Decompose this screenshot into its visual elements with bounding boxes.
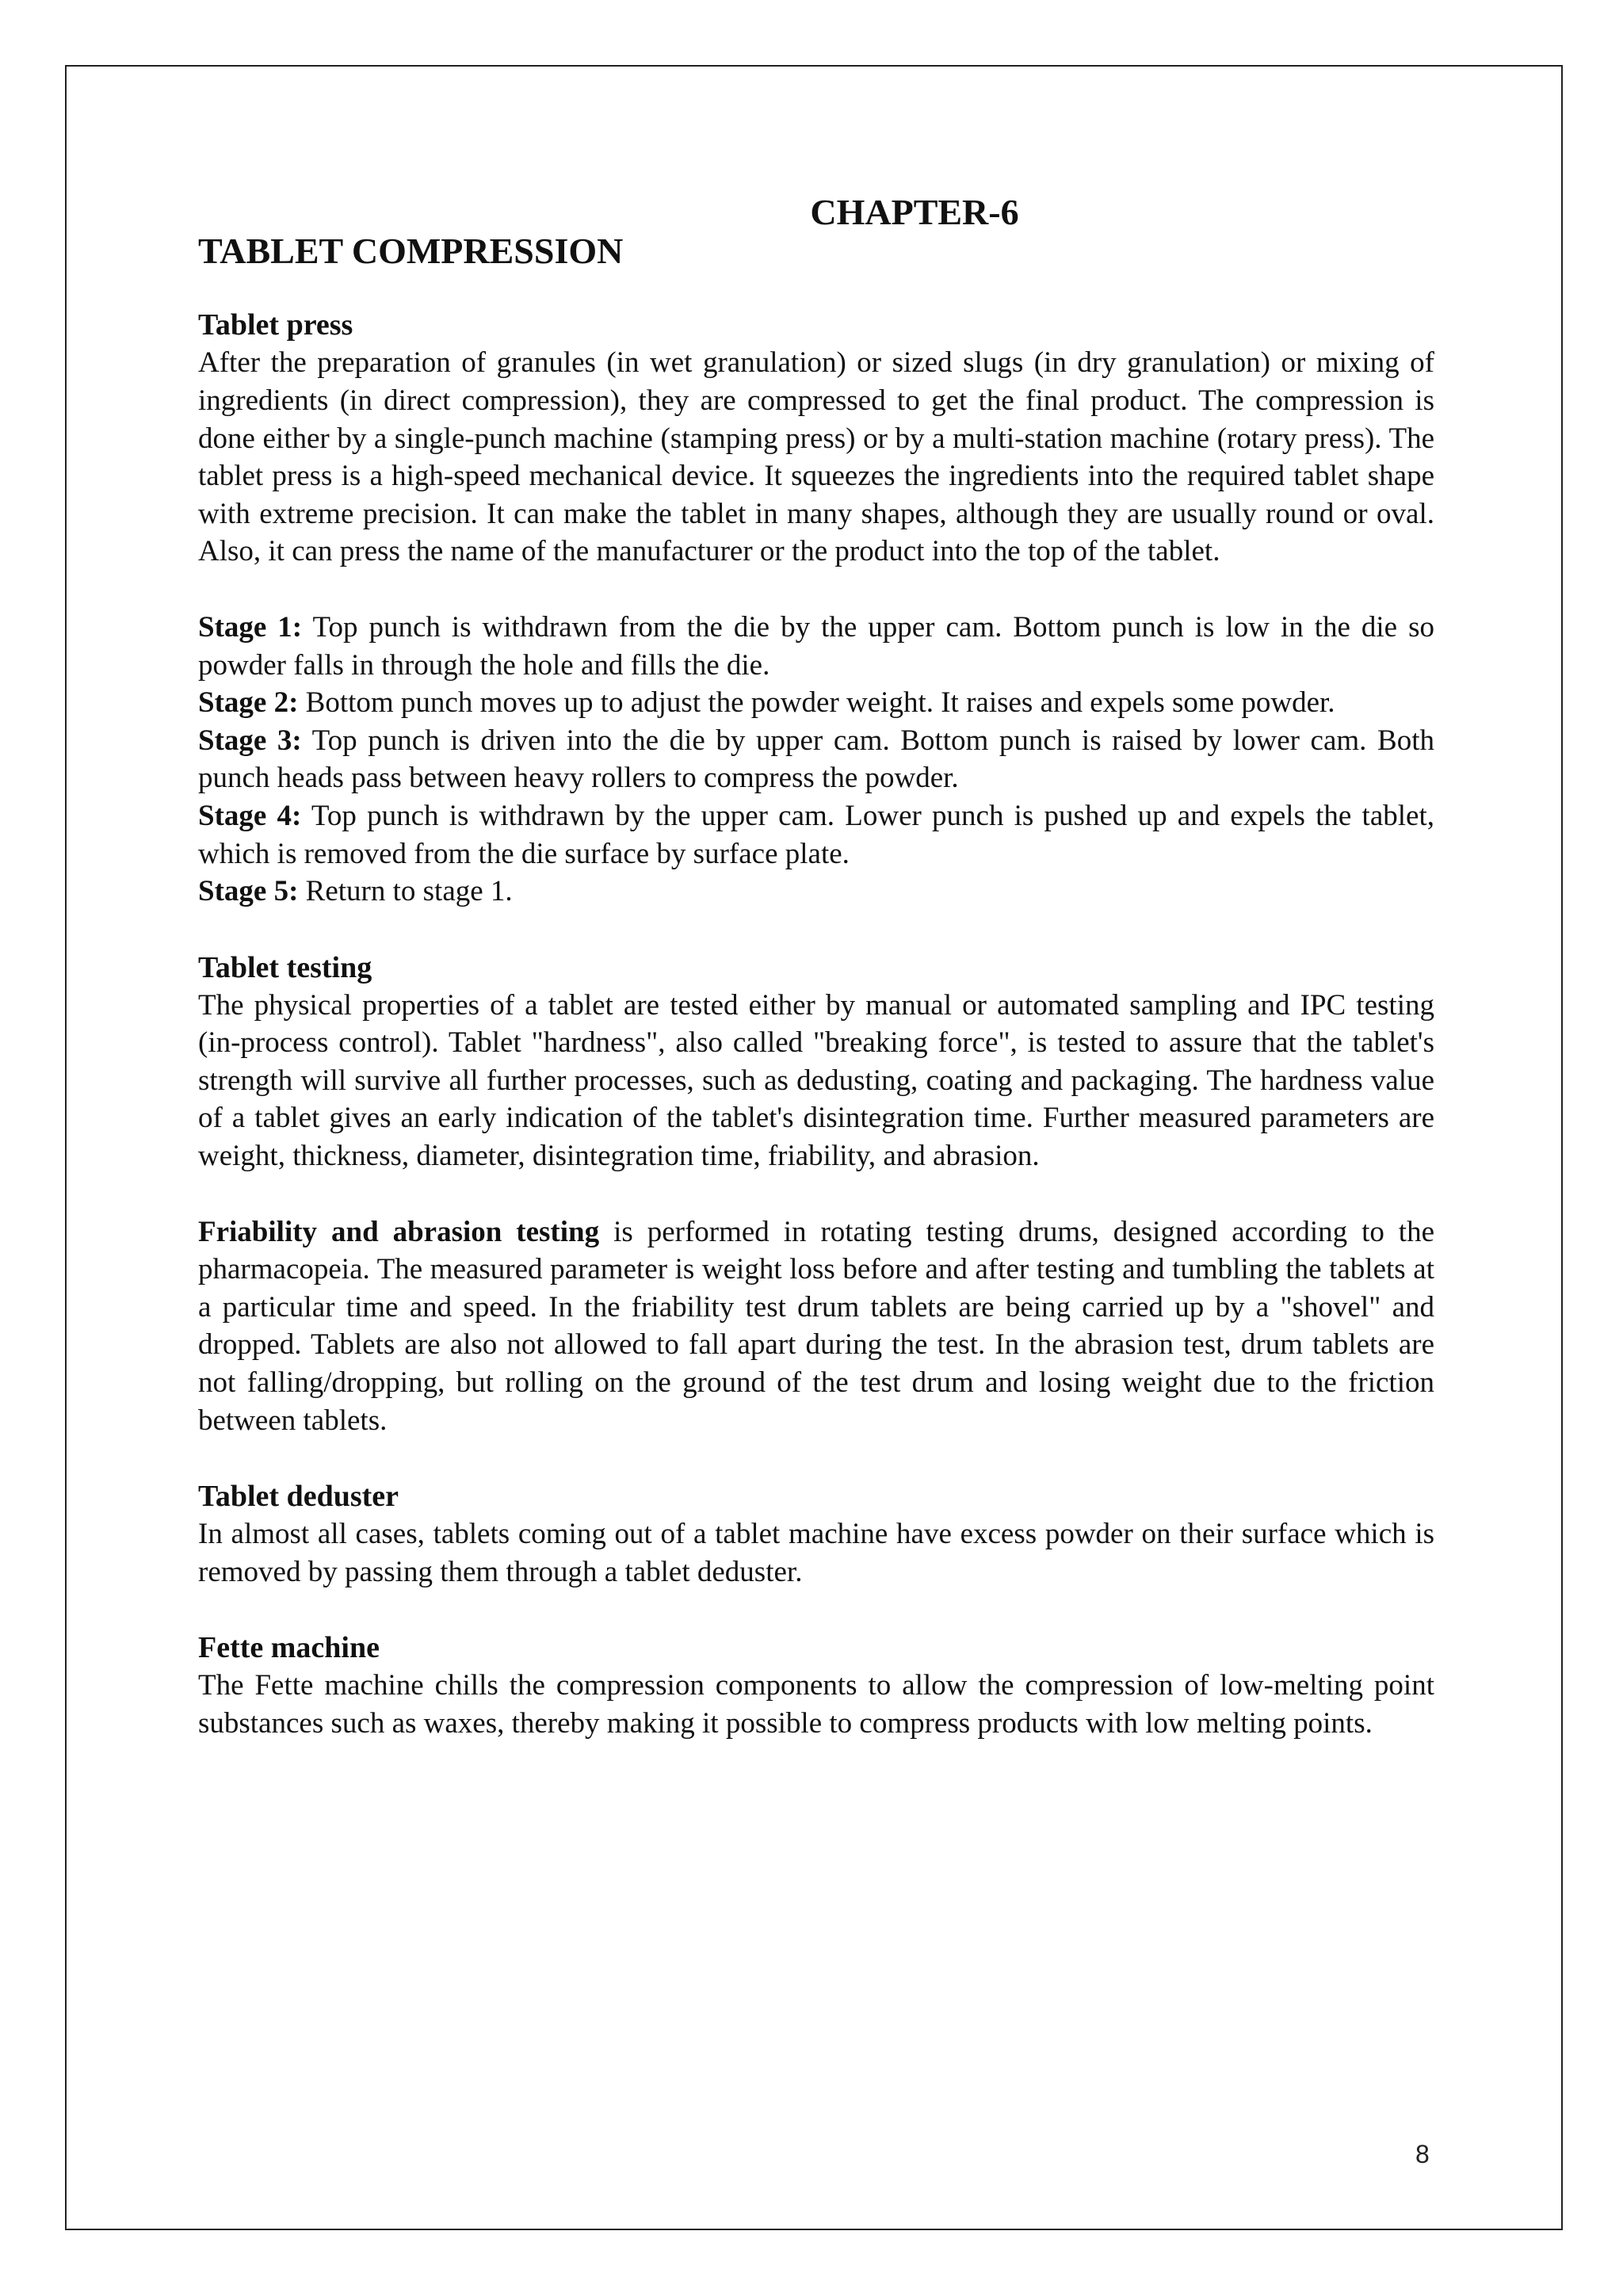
section-body-friability [198,1213,1434,1440]
page-title: TABLET COMPRESSION [198,231,624,272]
section-heading-tablet-deduster: Tablet deduster [198,1480,399,1514]
stage-item-2 [198,684,1434,722]
section-fette-machine [198,1629,1434,1742]
section-body-tablet-deduster: In almost all cases, tablets coming out of a tablet machine have excess powder on their surface which is removed by passing them through a tablet deduster. [198,1518,1434,1588]
document-content [198,190,1434,1743]
stage-label: Stage 2: [198,686,299,720]
section-tablet-testing [198,949,1434,1175]
stage-label: Stage 1: [198,610,303,644]
stage-text: Top punch is driven into the die by upper cam. Bottom punch is raised by lower cam. Both punch heads pass between heavy rollers to compress the powder. [198,724,1434,795]
stage-item-5 [198,873,1434,911]
section-heading-tablet-press: Tablet press [198,308,353,342]
stage-label: Stage 5: [198,875,299,908]
friability-lead: Friability and abrasion testing [198,1215,600,1248]
stage-text: Top punch is withdrawn by the upper cam. Lower punch is pushed up and expels the tablet, which is removed from the die surface by surface plate. [198,799,1434,870]
section-friability [198,1213,1434,1440]
stage-label: Stage 4: [198,799,302,832]
stage-text: Return to stage 1. [298,875,513,908]
stage-label: Stage 3: [198,724,302,757]
friability-text: is performed in rotating testing drums, designed according to the pharmacopeia. The measured parameter is weight loss before and after testing and tumbling the tablets at a particular time and speed. In the friability test drum tablets are being carried up by a "shovel" and dropped. Tablets are also not allowed to fall apart during the test. In the abrasion test, drum tablets are not falling/dropping, but rolling on the ground of the test drum and losing weight due to the friction between tablets. [198,1215,1434,1437]
stage-item-1 [198,609,1434,684]
section-body-fette-machine: The Fette machine chills the compression components to allow the compression of low-melting point substances such as waxes, thereby making it possible to compress products with low melting points. [198,1669,1434,1740]
stages-list [198,609,1434,911]
chapter-label: CHAPTER-6 [810,192,1019,232]
stage-item-3 [198,722,1434,797]
stage-item-4 [198,797,1434,873]
stage-text: Top punch is withdrawn from the die by the upper cam. Bottom punch is low in the die so powder falls in through the hole and fills the die. [198,610,1434,682]
section-body-tablet-testing: The physical properties of a tablet are tested either by manual or automated sampling and IPC testing (in-process control). Tablet "hardness", also called "breaking force", is tested to assure that the tablet's strength will survive all further processes, such as dedusting, coating and packaging. The hardness value of a tablet gives an early indication of the tablet's disintegration time. Further measured parameters are weight, thickness, diameter, disintegration time, friability, and abrasion. [198,988,1434,1173]
stage-text: Bottom punch moves up to adjust the powder weight. It raises and expels some powder. [298,686,1335,720]
section-heading-fette-machine: Fette machine [198,1631,380,1665]
section-tablet-press [198,306,1434,571]
page-number: 8 [1415,2140,1430,2168]
section-tablet-deduster [198,1477,1434,1591]
section-heading-tablet-testing: Tablet testing [198,950,372,984]
section-body-tablet-press: After the preparation of granules (in wet granulation) or sized slugs (in dry granulation) or mixing of ingredients (in direct compression), they are compressed to get the final product. The compression is done either by a single-punch machine (stamping press) or by a multi-station machine (rotary press). The tablet press is a high-speed mechanical device. It squeezes the ingredients into the required tablet shape with extreme precision. It can make the tablet in many shapes, although they are usually round or oval. Also, it can press the name of the manufacturer or the product into the top of the tablet. [198,346,1434,568]
